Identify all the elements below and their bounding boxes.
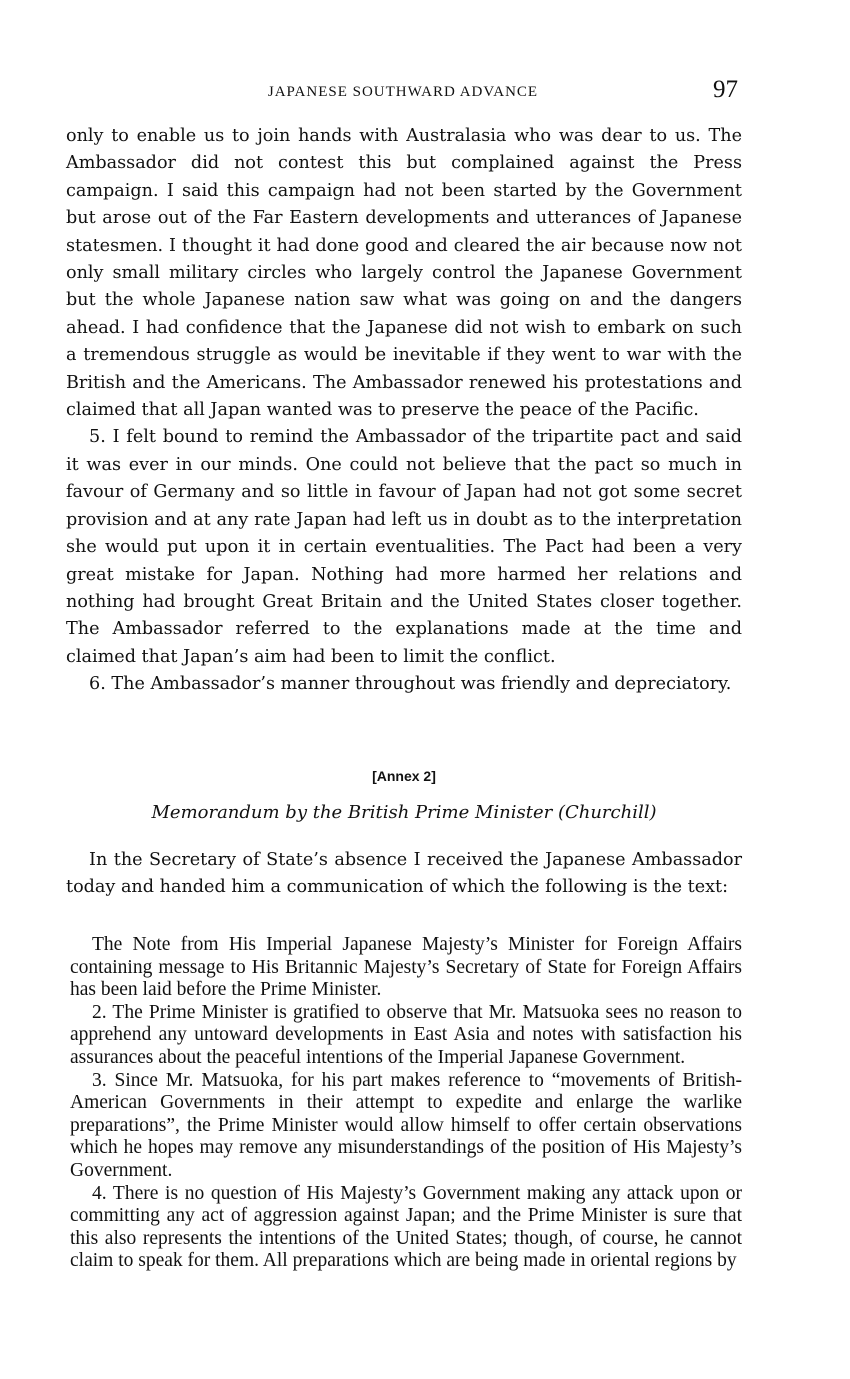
quoted-communication [70, 934, 742, 1273]
paragraph-5: 5. I felt bound to remind the Ambassador of the tripartite pact and said it was ever in our minds. One could not believe that the pact so much in favour of Germany and so little in favour of Japan had not got some secret provision and at any rate Japan had left us in doubt as to the interpretation she would put upon it in certain eventualities. The Pact had been a very great mistake for Japan. Nothing had more harmed her relations and nothing had brought Great Britain and the United States closer together. The Ambassador referred to the explanations made at the time and claimed that Japan’s aim had been to limit the conflict. [66, 427, 742, 667]
page-number: 97 [713, 76, 738, 103]
paragraph-6: 6. The Ambassador’s manner throughout was friendly and depreciatory. [89, 674, 732, 695]
running-header [66, 78, 740, 108]
paragraph-continued: only to enable us to join hands with Australasia who was dear to us. The Ambassador did not contest this but complained against the Press campaign. I said this campaign had not been started by the Government but arose out of the Far Eastern developments and utterances of Japanese statesmen. I thought it had done good and cleared the air because now not only small military circles who largely control the Japanese Government but the whole Japanese nation saw what was going on and the dangers ahead. I had confidence that the Japanese did not wish to embark on such a tremendous struggle as would be inevitable if they went to war with the British and the Americans. The Ambassador renewed his protestations and claimed that all Japan wanted was to preserve the peace of the Pacific. [66, 126, 742, 421]
annex-label: [Annex 2] [372, 768, 436, 784]
body-text [66, 123, 742, 699]
memorandum-title: Memorandum by the British Prime Minister (Churchill) [151, 802, 657, 823]
running-title: JAPANESE SOUTHWARD ADVANCE [267, 84, 539, 100]
quoted-paragraph-4: 4. There is no question of His Majesty’s Government making any attack upon or committing any act of aggression against Japan; and the Prime Minister is sure that this also represents the intentions of the United States; though, of course, he cannot claim to speak for them. All preparations which are being made in oriental regions by [70, 1182, 742, 1272]
memorandum-intro [66, 847, 742, 900]
quoted-paragraph-1: The Note from His Imperial Japanese Majesty’s Minister for Foreign Affairs containing message to His Britannic Majesty’s Secretary of State for Foreign Affairs has been laid before the Prime Minister. [70, 934, 742, 1001]
quoted-paragraph-2: 2. The Prime Minister is gratified to observe that Mr. Matsuoka sees no reason to apprehend any untoward developments in East Asia and notes with satisfaction his assurances about the peaceful intentions of the Imperial Japanese Government. [70, 1001, 742, 1068]
intro-paragraph: In the Secretary of State’s absence I received the Japanese Ambassador today and handed him a communication of which the following is the text: [66, 850, 742, 897]
quoted-paragraph-3: 3. Since Mr. Matsuoka, for his part makes reference to “movements of British-American Governments in their attempt to expedite and enlarge the warlike preparations”, the Prime Minister would allow himself to offer certain observations which he hopes may remove any misunderstandings of the position of His Majesty’s Government. [70, 1069, 742, 1181]
